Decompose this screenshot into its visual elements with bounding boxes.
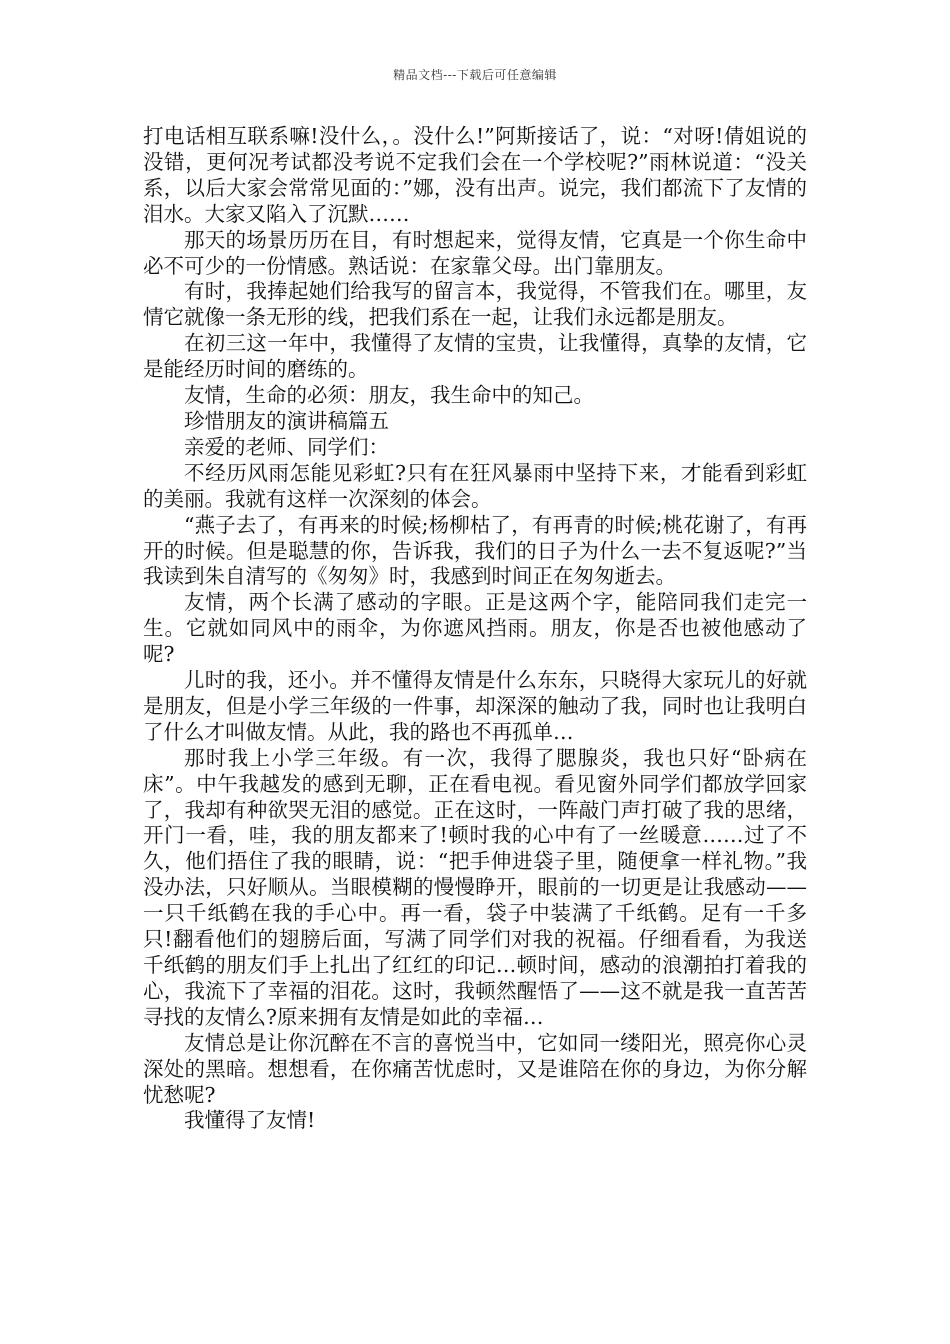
paragraph: 不经历风雨怎能见彩虹?只有在狂风暴雨中坚持下来，才能看到彩虹的美丽。我就有这样一次深刻的体会。 — [143, 460, 807, 511]
paragraph: 在初三这一年中，我懂得了友情的宝贵，让我懂得，真挚的友情，它是能经历时间的磨练的。 — [143, 331, 807, 382]
paragraph: 友情总是让你沉醉在不言的喜悦当中，它如同一缕阳光，照亮你心灵深处的黑暗。想想看，在你痛苦忧虑时，又是谁陪在你的身边，为你分解忧愁呢? — [143, 1030, 807, 1107]
closing-line: 我懂得了友情! — [184, 1108, 316, 1133]
paragraph: 那天的场景历历在目，有时想起来，觉得友情，它真是一个你生命中必不可少的一份情感。熟话说：在家靠父母。出门靠朋友。 — [143, 227, 807, 278]
salutation: 亲爱的老师、同学们： — [184, 434, 389, 459]
paragraph: 儿时的我，还小。并不懂得友情是什么东东，只晓得大家玩儿的好就是朋友，但是小学三年级的一件事，却深深的触动了我，同时也让我明白了什么才叫做友情。从此，我的路也不再孤单… — [143, 668, 807, 744]
paragraph: 有时，我捧起她们给我写的留言本，我觉得，不管我们在。哪里，友情它就像一条无形的线，把我们系在一起，让我们永远都是朋友。 — [143, 279, 807, 330]
paragraph: “燕子去了，有再来的时候;杨柳枯了，有再青的时候;桃花谢了，有再开的时候。但是聪慧的你，告诉我，我们的日子为什么一去不复返呢?”当我读到朱自清写的《匆匆》时，我感到时间正在匆匆逝去。 — [143, 512, 807, 589]
page-header: 精品文档---下载后可任意编辑 — [393, 68, 557, 82]
paragraph: 友情，生命的必须：朋友，我生命中的知己。 — [184, 383, 594, 408]
paragraph: 打电话相互联系嘛!没什么，。没什么!”阿斯接话了，说：“对呀!倩姐说的没错，更何况考试都没考说不定我们会在一个学校呢?”雨林说道：“没关系，以后大家会常常见面的：”娜，没有出声。说完，我们都流下了友情的泪水。大家又陷入了沉默…… — [143, 124, 807, 226]
paragraph: 友情，两个长满了感动的字眼。正是这两个字，能陪同我们走完一生。它就如同风中的雨伞，为你遮风挡雨。朋友，你是否也被他感动了呢? — [143, 590, 807, 667]
paragraph: 那时我上小学三年级。有一次，我得了腮腺炎，我也只好“卧病在床”。中午我越发的感到无聊，正在看电视。看见窗外同学们都放学回家了，我却有种欲哭无泪的感觉。正在这时，一阵敲门声打破了我的思绪，开门一看，哇，我的朋友都来了!顿时我的心中有了一丝暖意……过了不久，他们捂住了我的眼睛，说：“把手伸进袋子里，随便拿一样礼物。”我没办法，只好顺从。当眼模糊的慢慢睁开，眼前的一切更是让我感动——一只千纸鹤在我的手心中。再一看，袋子中装满了千纸鹤。足有一千多只!翻看他们的翅膀后面，写满了同学们对我的祝福。仔细看看，为我送千纸鹤的朋友们手上扎出了红红的印记…顿时间，感动的浪潮拍打着我的心，我流下了幸福的泪花。这时，我顿然醒悟了——这不就是我一直苦苦寻找的友情么?原来拥有友情是如此的幸福… — [143, 745, 807, 1029]
document-body — [143, 124, 807, 1134]
section-title: 珍惜朋友的演讲稿篇五 — [184, 408, 389, 433]
